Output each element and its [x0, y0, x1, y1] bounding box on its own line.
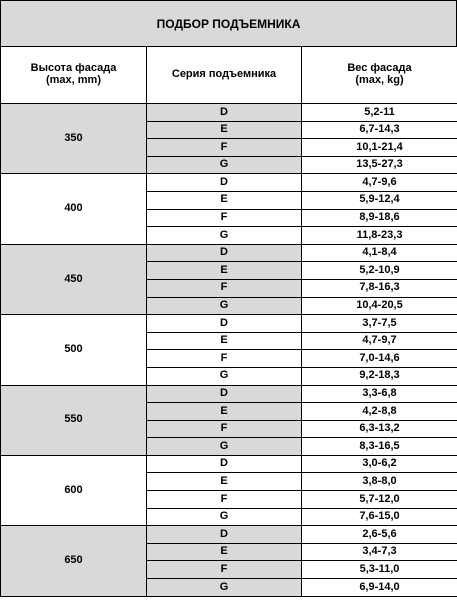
- weight-cell: 3,0-6,2: [302, 455, 457, 473]
- series-cell: E: [147, 332, 302, 350]
- series-cell: G: [147, 438, 302, 456]
- series-cell: G: [147, 367, 302, 385]
- series-cell: G: [147, 579, 302, 597]
- weight-cell: 4,7-9,7: [302, 332, 457, 350]
- header-facade-weight: [302, 47, 457, 104]
- header-facade-height-line2: (max, mm): [45, 74, 102, 86]
- series-cell: G: [147, 508, 302, 526]
- series-cell: D: [147, 385, 302, 403]
- series-cell: F: [147, 279, 302, 297]
- weight-cell: 9,2-18,3: [302, 367, 457, 385]
- series-cell: E: [147, 121, 302, 139]
- weight-cell: 10,4-20,5: [302, 297, 457, 315]
- weight-cell: 7,8-16,3: [302, 279, 457, 297]
- table-row: [1, 174, 457, 192]
- header-facade-height: [1, 47, 147, 104]
- series-cell: D: [147, 526, 302, 544]
- weight-cell: 3,7-7,5: [302, 315, 457, 333]
- facade-height-cell: 550: [1, 385, 147, 455]
- series-cell: G: [147, 227, 302, 245]
- table-row: [1, 244, 457, 262]
- facade-height-cell: 500: [1, 315, 147, 385]
- header-facade-height-line1: Высота фасада: [30, 62, 117, 75]
- series-cell: D: [147, 455, 302, 473]
- series-cell: E: [147, 403, 302, 421]
- weight-cell: 5,2-10,9: [302, 262, 457, 280]
- header-lifter-series: [147, 47, 302, 104]
- series-cell: E: [147, 473, 302, 491]
- series-cell: F: [147, 139, 302, 157]
- table-title: ПОДБОР ПОДЪЕМНИКА: [0, 0, 457, 47]
- weight-cell: 4,7-9,6: [302, 174, 457, 192]
- facade-height-cell: 450: [1, 244, 147, 314]
- series-cell: F: [147, 420, 302, 438]
- series-cell: D: [147, 174, 302, 192]
- weight-cell: 5,3-11,0: [302, 561, 457, 579]
- header-lifter-series-label: Серия подъемника: [171, 68, 277, 81]
- weight-cell: 7,0-14,6: [302, 350, 457, 368]
- weight-cell: 5,7-12,0: [302, 491, 457, 509]
- weight-cell: 11,8-23,3: [302, 227, 457, 245]
- facade-height-cell: 400: [1, 174, 147, 244]
- table-row: [1, 526, 457, 544]
- facade-height-cell: 650: [1, 526, 147, 596]
- series-cell: G: [147, 297, 302, 315]
- series-cell: F: [147, 561, 302, 579]
- header-facade-weight-line2: (max, kg): [355, 74, 404, 86]
- series-cell: F: [147, 491, 302, 509]
- header-row: [1, 47, 457, 104]
- table-header: [1, 47, 457, 104]
- weight-cell: 10,1-21,4: [302, 139, 457, 157]
- table-row: [1, 385, 457, 403]
- weight-cell: 13,5-27,3: [302, 156, 457, 174]
- table-row: [1, 315, 457, 333]
- weight-cell: 8,9-18,6: [302, 209, 457, 227]
- weight-cell: 6,9-14,0: [302, 579, 457, 597]
- weight-cell: 2,6-5,6: [302, 526, 457, 544]
- weight-cell: 6,7-14,3: [302, 121, 457, 139]
- facade-height-cell: 350: [1, 104, 147, 174]
- series-cell: F: [147, 350, 302, 368]
- weight-cell: 4,1-8,4: [302, 244, 457, 262]
- series-cell: F: [147, 209, 302, 227]
- series-cell: E: [147, 262, 302, 280]
- weight-cell: 5,9-12,4: [302, 191, 457, 209]
- series-cell: D: [147, 244, 302, 262]
- weight-cell: 5,2-11: [302, 104, 457, 122]
- lifter-table: [0, 46, 457, 597]
- table-row: [1, 104, 457, 122]
- weight-cell: 4,2-8,8: [302, 403, 457, 421]
- weight-cell: 3,8-8,0: [302, 473, 457, 491]
- series-cell: D: [147, 315, 302, 333]
- weight-cell: 3,3-6,8: [302, 385, 457, 403]
- series-cell: E: [147, 543, 302, 561]
- table-body: [1, 104, 457, 597]
- facade-height-cell: 600: [1, 455, 147, 525]
- header-facade-weight-line1: Вес фасада: [347, 62, 412, 75]
- weight-cell: 6,3-13,2: [302, 420, 457, 438]
- weight-cell: 8,3-16,5: [302, 438, 457, 456]
- series-cell: D: [147, 104, 302, 122]
- table-row: [1, 455, 457, 473]
- weight-cell: 3,4-7,3: [302, 543, 457, 561]
- weight-cell: 7,6-15,0: [302, 508, 457, 526]
- series-cell: G: [147, 156, 302, 174]
- series-cell: E: [147, 191, 302, 209]
